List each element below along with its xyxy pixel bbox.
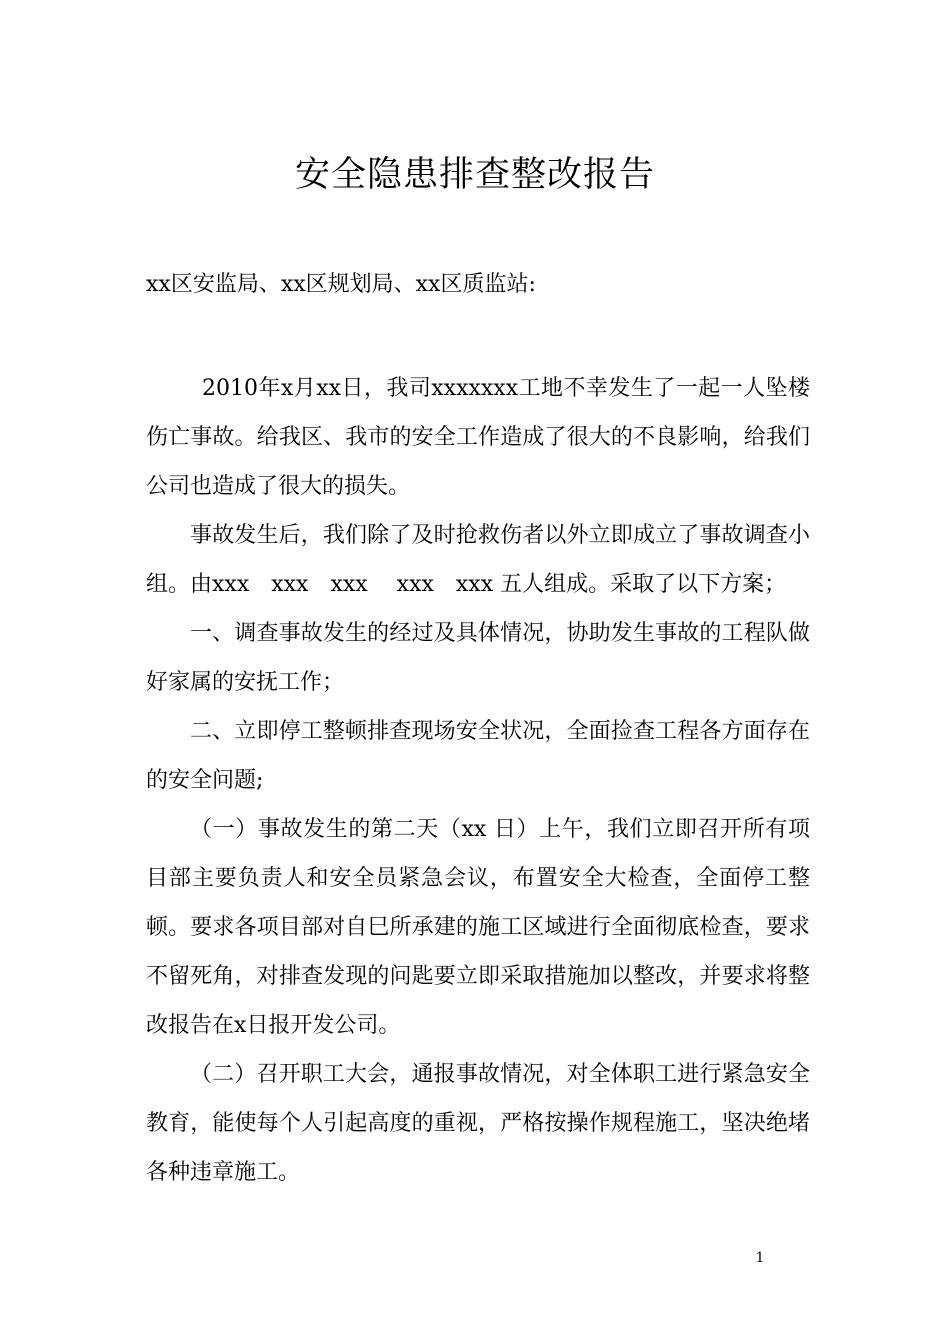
paragraph-step-two: 二、立即停工整顿排查现场安全状况，全面捡查工程各方面存在的安全问题; <box>146 719 810 793</box>
paragraph-investigation-team: 事故发生后，我们除了及时抢救伤者以外立即成立了事故调查小组。由xxx xxx xxx xxx xxx 五人组成。采取了以下方案； <box>146 523 810 597</box>
paragraph-subitem-one: （一）事故发生的第二天（xx 日）上午，我们立即召开所有项目部主要负责人和安全员紧急会议，布置安全大检查，全面停工整顿。要求各项目部对自巳所承建的施工区域进行全面彻底检查，要求不留死角，对排查发现的问匙要立即采取措施加以整改，并要求将整改报告在x日报开发公司。 <box>146 817 810 1038</box>
paragraph-incident: 2010年x月xx日，我司xxxxxxx工地不幸发生了一起一人坠楼伤亡事故。给我区、我市的安全工作造成了很大的不良影响，给我们公司也造成了很大的损失。 <box>146 376 810 499</box>
document-body <box>146 364 810 1197</box>
paragraph-subitem-two: （二）召开职工大会，通报事故情况，对全体职工进行紧急安全教育，能使每个人引起高度的重视，严格按操作规程施工，坚决绝堵各种违章施工。 <box>146 1062 810 1185</box>
salutation: xx区安监局、xx区规划局、xx区质监站: <box>146 272 536 297</box>
page-number: 1 <box>755 1250 765 1266</box>
document-title: 安全隐患排查整改报告 <box>294 155 655 195</box>
paragraph-step-one: 一、调查事故发生的经过及具体情况，协助发生事故的工程队做好家属的安抚工作； <box>146 621 810 695</box>
